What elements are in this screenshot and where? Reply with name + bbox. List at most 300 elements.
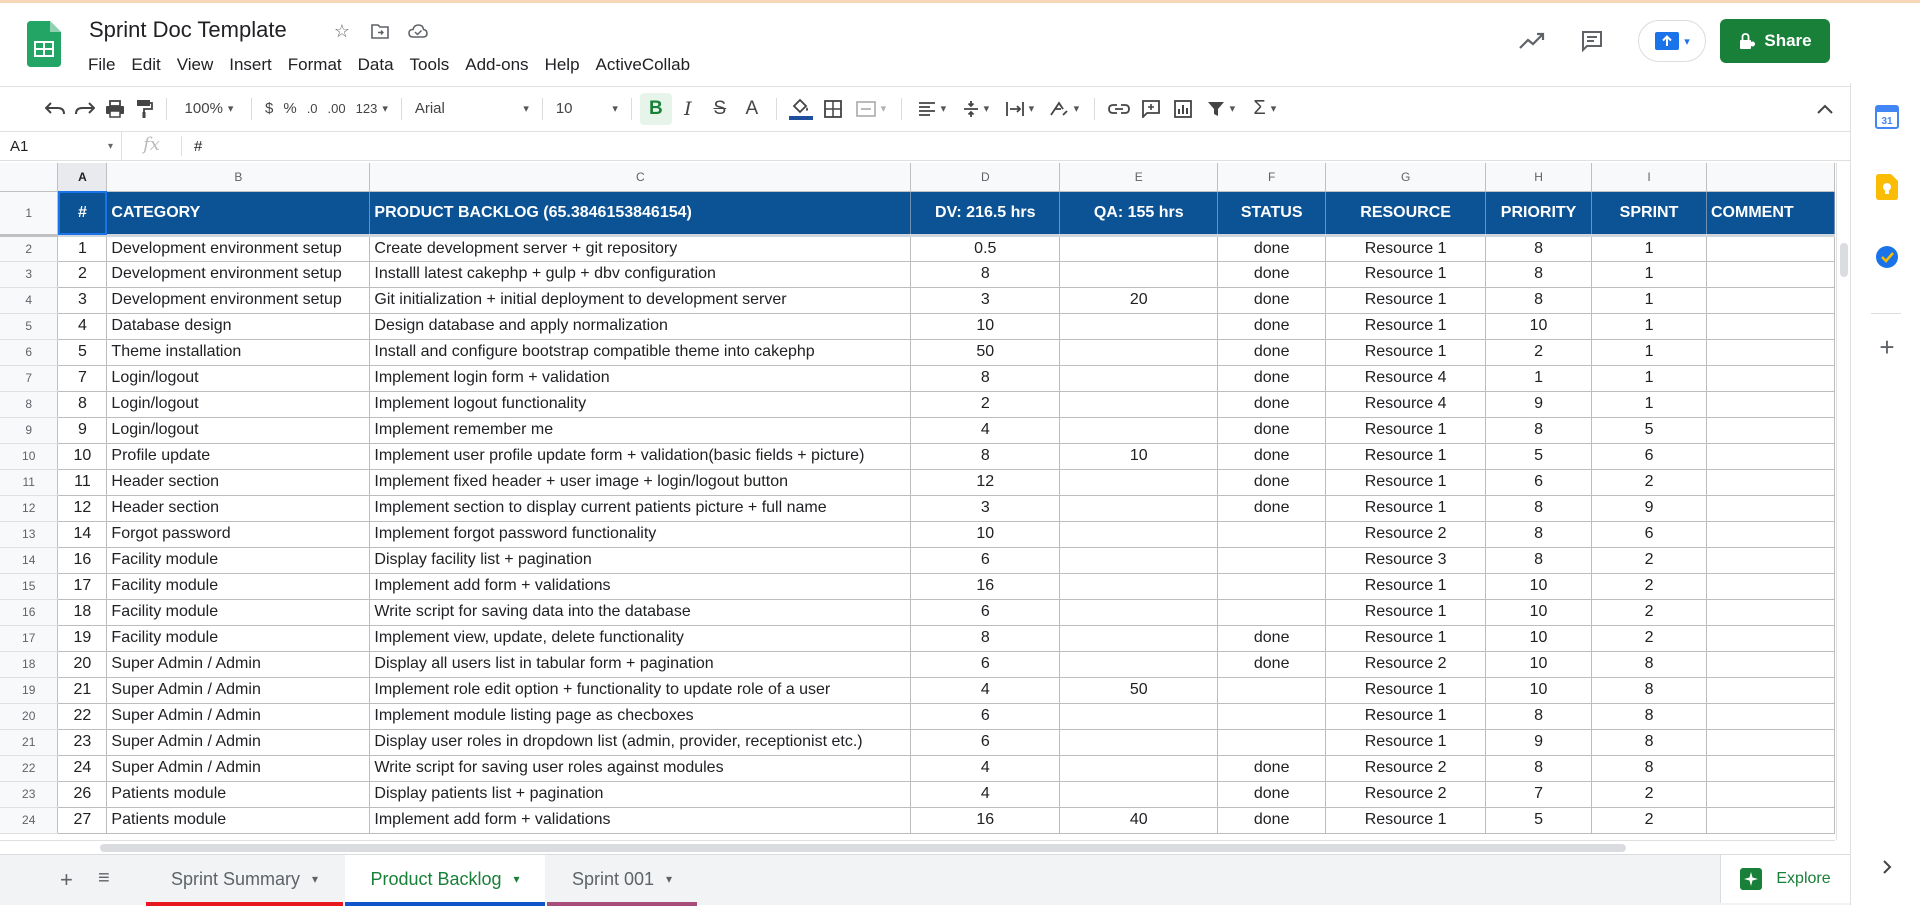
header-cell-qa[interactable]: QA: 155 hrs	[1060, 191, 1218, 235]
column-header[interactable]: D	[911, 163, 1060, 191]
cell-priority[interactable]: 5	[1486, 443, 1592, 469]
header-cell-backlog[interactable]: PRODUCT BACKLOG (65.3846153846154)	[370, 191, 911, 235]
cell-resource[interactable]: Resource 1	[1326, 287, 1486, 313]
cell-category[interactable]: Forgot password	[107, 521, 370, 547]
cell-sprint[interactable]: 8	[1592, 755, 1707, 781]
keep-icon[interactable]	[1873, 173, 1901, 201]
cell-qa[interactable]: 10	[1060, 443, 1218, 469]
cell-category[interactable]: Patients module	[107, 807, 370, 833]
cell-dv[interactable]: 6	[911, 547, 1060, 573]
cell-number[interactable]: 7	[58, 365, 107, 391]
cell-number[interactable]: 23	[58, 729, 107, 755]
cell-sprint[interactable]: 2	[1592, 599, 1707, 625]
column-header[interactable]: A	[58, 163, 107, 191]
cell-priority[interactable]: 8	[1486, 417, 1592, 443]
cell-priority[interactable]: 8	[1486, 521, 1592, 547]
cell-category[interactable]: Header section	[107, 495, 370, 521]
cell-comment[interactable]	[1706, 651, 1834, 677]
cell-qa[interactable]: 50	[1060, 677, 1218, 703]
menu-data[interactable]: Data	[357, 55, 394, 74]
cell-comment[interactable]	[1706, 443, 1834, 469]
cell-status[interactable]: done	[1218, 365, 1326, 391]
menu-help[interactable]: Help	[544, 55, 580, 74]
cell-dv[interactable]: 50	[911, 339, 1060, 365]
cell-dv[interactable]: 3	[911, 495, 1060, 521]
scrollbar-thumb[interactable]	[100, 844, 1626, 852]
font-family-select[interactable]: Arial ▾	[410, 93, 534, 125]
cell-category[interactable]: Super Admin / Admin	[107, 729, 370, 755]
cell-status[interactable]	[1218, 521, 1326, 547]
cell-priority[interactable]: 8	[1486, 287, 1592, 313]
cell-task[interactable]: Display patients list + pagination	[370, 781, 911, 807]
cell-category[interactable]: Facility module	[107, 573, 370, 599]
cell-priority[interactable]: 7	[1486, 781, 1592, 807]
cell-number[interactable]: 5	[58, 339, 107, 365]
cell-sprint[interactable]: 1	[1592, 365, 1707, 391]
cell-sprint[interactable]: 5	[1592, 417, 1707, 443]
cell-sprint[interactable]: 6	[1592, 521, 1707, 547]
cell-resource[interactable]: Resource 1	[1326, 469, 1486, 495]
cell-task[interactable]: Create development server + git repository	[370, 235, 911, 261]
cell-dv[interactable]: 4	[911, 417, 1060, 443]
cell-number[interactable]: 14	[58, 521, 107, 547]
cell-status[interactable]: done	[1218, 651, 1326, 677]
cell-status[interactable]	[1218, 547, 1326, 573]
sheet-tab-sprint-001[interactable]	[547, 855, 697, 903]
column-header[interactable]: C	[370, 163, 911, 191]
cell-status[interactable]	[1218, 703, 1326, 729]
cell-status[interactable]	[1218, 599, 1326, 625]
cell-category[interactable]: Login/logout	[107, 365, 370, 391]
cell-qa[interactable]	[1060, 365, 1218, 391]
cell-number[interactable]: 22	[58, 703, 107, 729]
explore-button[interactable]	[1720, 855, 1850, 903]
cell-status[interactable]: done	[1218, 261, 1326, 287]
cell-category[interactable]: Header section	[107, 469, 370, 495]
get-addons-icon[interactable]: +	[1879, 331, 1895, 362]
cell-priority[interactable]: 2	[1486, 339, 1592, 365]
comments-icon[interactable]	[1572, 21, 1612, 61]
insert-link-icon[interactable]	[1103, 93, 1135, 125]
cell-sprint[interactable]: 1	[1592, 339, 1707, 365]
cell-task[interactable]: Implement add form + validations	[370, 807, 911, 833]
cell-task[interactable]: Implement section to display current patients picture + full name	[370, 495, 911, 521]
cell-comment[interactable]	[1706, 391, 1834, 417]
menu-addons[interactable]: Add-ons	[465, 55, 529, 74]
fill-color-icon[interactable]	[785, 93, 817, 125]
cell-qa[interactable]	[1060, 417, 1218, 443]
cell-task[interactable]: Git initialization + initial deployment to development server	[370, 287, 911, 313]
row-number[interactable]: 13	[0, 521, 58, 547]
present-button[interactable]	[1638, 20, 1706, 62]
column-header[interactable]: E	[1060, 163, 1218, 191]
cell-dv[interactable]: 0.5	[911, 235, 1060, 261]
cell-status[interactable]: done	[1218, 235, 1326, 261]
cell-task[interactable]: Design database and apply normalization	[370, 313, 911, 339]
cell-qa[interactable]	[1060, 495, 1218, 521]
cell-resource[interactable]: Resource 3	[1326, 547, 1486, 573]
scrollbar-thumb[interactable]	[1840, 243, 1848, 277]
cell-qa[interactable]	[1060, 703, 1218, 729]
cell-comment[interactable]	[1706, 521, 1834, 547]
cell-resource[interactable]: Resource 1	[1326, 443, 1486, 469]
cell-dv[interactable]: 6	[911, 651, 1060, 677]
cell-comment[interactable]	[1706, 417, 1834, 443]
collapse-toolbar-icon[interactable]	[1812, 93, 1838, 125]
cell-priority[interactable]: 10	[1486, 651, 1592, 677]
increase-decimal-button[interactable]: .00	[327, 101, 346, 116]
menu-file[interactable]: File	[88, 55, 116, 74]
row-number[interactable]: 8	[0, 391, 58, 417]
row-number[interactable]: 2	[0, 235, 58, 261]
cell-task[interactable]: Install and configure bootstrap compatible theme into cakephp	[370, 339, 911, 365]
row-number[interactable]: 4	[0, 287, 58, 313]
cell-task[interactable]: Installl latest cakephp + gulp + dbv configuration	[370, 261, 911, 287]
cell-category[interactable]: Theme installation	[107, 339, 370, 365]
cell-resource[interactable]: Resource 1	[1326, 417, 1486, 443]
cell-comment[interactable]	[1706, 287, 1834, 313]
bold-button[interactable]: B	[640, 93, 672, 125]
cell-priority[interactable]: 8	[1486, 547, 1592, 573]
cell-status[interactable]: done	[1218, 339, 1326, 365]
row-number[interactable]: 5	[0, 313, 58, 339]
cell-category[interactable]: Development environment setup	[107, 261, 370, 287]
cell-dv[interactable]: 8	[911, 625, 1060, 651]
header-cell-number[interactable]: #	[58, 191, 107, 235]
cell-sprint[interactable]: 1	[1592, 313, 1707, 339]
cell-resource[interactable]: Resource 2	[1326, 781, 1486, 807]
insert-comment-icon[interactable]	[1135, 93, 1167, 125]
cell-comment[interactable]	[1706, 339, 1834, 365]
print-icon[interactable]	[100, 93, 130, 125]
borders-icon[interactable]	[817, 93, 849, 125]
zoom-select[interactable]: 100% ▾	[175, 93, 243, 125]
cell-number[interactable]: 9	[58, 417, 107, 443]
cell-sprint[interactable]: 2	[1592, 469, 1707, 495]
cell-priority[interactable]: 9	[1486, 391, 1592, 417]
cell-number[interactable]: 10	[58, 443, 107, 469]
cell-comment[interactable]	[1706, 547, 1834, 573]
cell-dv[interactable]: 16	[911, 807, 1060, 833]
row-number[interactable]: 16	[0, 599, 58, 625]
menu-tools[interactable]: Tools	[409, 55, 450, 74]
cell-category[interactable]: Facility module	[107, 599, 370, 625]
header-cell-priority[interactable]: PRIORITY	[1486, 191, 1592, 235]
cell-sprint[interactable]: 1	[1592, 261, 1707, 287]
select-all-corner[interactable]	[0, 163, 58, 191]
cell-comment[interactable]	[1706, 625, 1834, 651]
filter-icon[interactable]	[1199, 93, 1243, 125]
row-number[interactable]: 7	[0, 365, 58, 391]
cell-qa[interactable]	[1060, 729, 1218, 755]
row-number[interactable]: 9	[0, 417, 58, 443]
cell-category[interactable]: Development environment setup	[107, 235, 370, 261]
text-wrapping-icon[interactable]	[998, 93, 1042, 125]
cell-qa[interactable]	[1060, 755, 1218, 781]
cell-status[interactable]: done	[1218, 495, 1326, 521]
cell-task[interactable]: Write script for saving data into the database	[370, 599, 911, 625]
cell-status[interactable]: done	[1218, 443, 1326, 469]
calendar-icon[interactable]	[1873, 103, 1901, 131]
row-number[interactable]: 17	[0, 625, 58, 651]
cell-resource[interactable]: Resource 1	[1326, 599, 1486, 625]
cell-resource[interactable]: Resource 4	[1326, 391, 1486, 417]
cell-qa[interactable]	[1060, 313, 1218, 339]
cell-comment[interactable]	[1706, 365, 1834, 391]
cell-resource[interactable]: Resource 1	[1326, 729, 1486, 755]
cell-number[interactable]: 3	[58, 287, 107, 313]
cell-qa[interactable]	[1060, 235, 1218, 261]
cell-qa[interactable]	[1060, 599, 1218, 625]
row-number[interactable]: 12	[0, 495, 58, 521]
insert-chart-icon[interactable]	[1167, 93, 1199, 125]
cell-comment[interactable]	[1706, 599, 1834, 625]
cell-priority[interactable]: 8	[1486, 261, 1592, 287]
cell-comment[interactable]	[1706, 755, 1834, 781]
cell-status[interactable]	[1218, 729, 1326, 755]
cell-task[interactable]: Implement logout functionality	[370, 391, 911, 417]
cell-category[interactable]: Facility module	[107, 625, 370, 651]
cell-task[interactable]: Implement module listing page as checboxes	[370, 703, 911, 729]
cell-priority[interactable]: 8	[1486, 703, 1592, 729]
cell-category[interactable]: Login/logout	[107, 391, 370, 417]
cell-dv[interactable]: 4	[911, 677, 1060, 703]
decrease-decimal-button[interactable]: .0	[306, 101, 318, 116]
cell-status[interactable]: done	[1218, 755, 1326, 781]
spreadsheet-grid[interactable]	[0, 163, 1835, 840]
cell-number[interactable]: 8	[58, 391, 107, 417]
cell-qa[interactable]	[1060, 391, 1218, 417]
cell-comment[interactable]	[1706, 261, 1834, 287]
cell-task[interactable]: Implement forgot password functionality	[370, 521, 911, 547]
cell-resource[interactable]: Resource 1	[1326, 703, 1486, 729]
cell-number[interactable]: 4	[58, 313, 107, 339]
cell-priority[interactable]: 8	[1486, 495, 1592, 521]
merge-cells-icon[interactable]	[849, 93, 893, 125]
cell-resource[interactable]: Resource 1	[1326, 235, 1486, 261]
cell-status[interactable]: done	[1218, 287, 1326, 313]
cell-comment[interactable]	[1706, 729, 1834, 755]
cell-dv[interactable]: 3	[911, 287, 1060, 313]
formula-input[interactable]: #	[194, 137, 203, 155]
cell-task[interactable]: Implement user profile update form + validation(basic fields + picture)	[370, 443, 911, 469]
cell-task[interactable]: Display all users list in tabular form + pagination	[370, 651, 911, 677]
row-number[interactable]: 11	[0, 469, 58, 495]
cell-number[interactable]: 16	[58, 547, 107, 573]
activity-trend-icon[interactable]	[1512, 21, 1552, 61]
cell-number[interactable]: 12	[58, 495, 107, 521]
cell-category[interactable]: Super Admin / Admin	[107, 651, 370, 677]
cell-comment[interactable]	[1706, 469, 1834, 495]
cell-resource[interactable]: Resource 2	[1326, 755, 1486, 781]
cell-sprint[interactable]: 8	[1592, 651, 1707, 677]
cell-category[interactable]: Login/logout	[107, 417, 370, 443]
cell-sprint[interactable]: 2	[1592, 625, 1707, 651]
cell-category[interactable]: Facility module	[107, 547, 370, 573]
cell-number[interactable]: 26	[58, 781, 107, 807]
cell-sprint[interactable]: 2	[1592, 807, 1707, 833]
cell-dv[interactable]: 4	[911, 781, 1060, 807]
horizontal-scrollbar[interactable]	[0, 840, 1835, 854]
cell-status[interactable]: done	[1218, 807, 1326, 833]
cell-comment[interactable]	[1706, 313, 1834, 339]
cell-dv[interactable]: 16	[911, 573, 1060, 599]
column-header[interactable]: F	[1218, 163, 1326, 191]
cell-qa[interactable]	[1060, 781, 1218, 807]
cell-task[interactable]: Write script for saving user roles against modules	[370, 755, 911, 781]
row-number[interactable]: 23	[0, 781, 58, 807]
cell-qa[interactable]	[1060, 547, 1218, 573]
strikethrough-button[interactable]: S	[713, 97, 727, 119]
share-button[interactable]	[1720, 19, 1830, 63]
cell-status[interactable]: done	[1218, 391, 1326, 417]
column-header[interactable]: H	[1486, 163, 1592, 191]
cell-qa[interactable]: 20	[1060, 287, 1218, 313]
cell-category[interactable]: Patients module	[107, 781, 370, 807]
add-sheet-icon[interactable]: +	[60, 867, 73, 892]
cell-number[interactable]: 2	[58, 261, 107, 287]
row-number[interactable]: 15	[0, 573, 58, 599]
row-number[interactable]: 14	[0, 547, 58, 573]
cell-status[interactable]	[1218, 677, 1326, 703]
italic-button[interactable]: I	[684, 97, 692, 120]
cell-sprint[interactable]: 1	[1592, 235, 1707, 261]
text-color-button[interactable]: A	[745, 97, 759, 119]
sheet-tab-product-backlog[interactable]	[345, 855, 545, 903]
cell-category[interactable]: Super Admin / Admin	[107, 755, 370, 781]
header-cell-comment[interactable]: COMMENT	[1706, 191, 1834, 235]
cell-number[interactable]: 19	[58, 625, 107, 651]
header-cell-category[interactable]: CATEGORY	[107, 191, 370, 235]
cell-dv[interactable]: 6	[911, 599, 1060, 625]
cell-number[interactable]: 27	[58, 807, 107, 833]
show-side-panel-icon[interactable]	[1873, 853, 1901, 881]
cell-number[interactable]: 24	[58, 755, 107, 781]
cell-priority[interactable]: 5	[1486, 807, 1592, 833]
cell-sprint[interactable]: 8	[1592, 703, 1707, 729]
cell-sprint[interactable]: 2	[1592, 781, 1707, 807]
cell-priority[interactable]: 10	[1486, 599, 1592, 625]
cell-dv[interactable]: 8	[911, 365, 1060, 391]
cell-qa[interactable]	[1060, 469, 1218, 495]
cell-dv[interactable]: 12	[911, 469, 1060, 495]
cell-comment[interactable]	[1706, 495, 1834, 521]
cell-sprint[interactable]: 6	[1592, 443, 1707, 469]
header-cell-resource[interactable]: RESOURCE	[1326, 191, 1486, 235]
cell-dv[interactable]: 6	[911, 729, 1060, 755]
cell-qa[interactable]: 40	[1060, 807, 1218, 833]
cell-resource[interactable]: Resource 1	[1326, 807, 1486, 833]
column-header[interactable]	[1706, 163, 1834, 191]
cell-sprint[interactable]: 1	[1592, 391, 1707, 417]
cell-priority[interactable]: 10	[1486, 313, 1592, 339]
cell-sprint[interactable]: 8	[1592, 729, 1707, 755]
cell-sprint[interactable]: 1	[1592, 287, 1707, 313]
cell-task[interactable]: Implement add form + validations	[370, 573, 911, 599]
cell-dv[interactable]: 8	[911, 261, 1060, 287]
cell-comment[interactable]	[1706, 807, 1834, 833]
cell-category[interactable]: Database design	[107, 313, 370, 339]
cell-status[interactable]: done	[1218, 417, 1326, 443]
cell-number[interactable]: 11	[58, 469, 107, 495]
sheets-logo-icon[interactable]	[27, 21, 61, 67]
cell-resource[interactable]: Resource 1	[1326, 677, 1486, 703]
row-number[interactable]: 21	[0, 729, 58, 755]
cell-number[interactable]: 20	[58, 651, 107, 677]
cell-priority[interactable]: 9	[1486, 729, 1592, 755]
column-header[interactable]: I	[1592, 163, 1707, 191]
cell-resource[interactable]: Resource 4	[1326, 365, 1486, 391]
cell-task[interactable]: Implement login form + validation	[370, 365, 911, 391]
column-header[interactable]: B	[107, 163, 370, 191]
cell-dv[interactable]: 4	[911, 755, 1060, 781]
name-box[interactable]	[0, 132, 122, 160]
menu-view[interactable]: View	[176, 55, 214, 74]
menu-activecollab[interactable]: ActiveCollab	[595, 55, 691, 74]
cell-status[interactable]: done	[1218, 469, 1326, 495]
header-cell-status[interactable]: STATUS	[1218, 191, 1326, 235]
menu-format[interactable]: Format	[287, 55, 342, 74]
cell-priority[interactable]: 1	[1486, 365, 1592, 391]
row-number[interactable]: 20	[0, 703, 58, 729]
cell-task[interactable]: Implement fixed header + user image + login/logout button	[370, 469, 911, 495]
currency-format-button[interactable]: $	[265, 100, 274, 117]
cell-sprint[interactable]: 2	[1592, 547, 1707, 573]
header-cell-sprint[interactable]: SPRINT	[1592, 191, 1707, 235]
text-rotation-icon[interactable]	[1042, 93, 1086, 125]
cell-dv[interactable]: 6	[911, 703, 1060, 729]
cell-sprint[interactable]: 2	[1592, 573, 1707, 599]
cell-priority[interactable]: 10	[1486, 573, 1592, 599]
row-number[interactable]: 6	[0, 339, 58, 365]
cell-category[interactable]: Profile update	[107, 443, 370, 469]
redo-icon[interactable]	[70, 93, 100, 125]
cell-qa[interactable]	[1060, 651, 1218, 677]
star-icon[interactable]: ☆	[333, 20, 351, 41]
cell-resource[interactable]: Resource 1	[1326, 339, 1486, 365]
cell-task[interactable]: Implement view, update, delete functionality	[370, 625, 911, 651]
cell-status[interactable]: done	[1218, 625, 1326, 651]
cell-status[interactable]: done	[1218, 313, 1326, 339]
cell-comment[interactable]	[1706, 703, 1834, 729]
row-number[interactable]: 19	[0, 677, 58, 703]
document-title[interactable]: Sprint Doc Template	[89, 17, 287, 42]
cell-task[interactable]: Display user roles in dropdown list (admin, provider, receptionist etc.)	[370, 729, 911, 755]
row-number[interactable]: 22	[0, 755, 58, 781]
menu-insert[interactable]: Insert	[229, 55, 272, 74]
cell-qa[interactable]	[1060, 573, 1218, 599]
cell-priority[interactable]: 8	[1486, 755, 1592, 781]
cell-qa[interactable]	[1060, 261, 1218, 287]
cell-resource[interactable]: Resource 1	[1326, 261, 1486, 287]
cell-comment[interactable]	[1706, 677, 1834, 703]
cell-status[interactable]	[1218, 573, 1326, 599]
paint-format-icon[interactable]	[130, 93, 158, 125]
cell-resource[interactable]: Resource 2	[1326, 521, 1486, 547]
row-number[interactable]: 18	[0, 651, 58, 677]
cell-dv[interactable]: 10	[911, 313, 1060, 339]
vertical-scrollbar[interactable]	[1836, 163, 1850, 840]
move-folder-icon[interactable]	[368, 19, 392, 43]
cell-resource[interactable]: Resource 2	[1326, 651, 1486, 677]
cell-resource[interactable]: Resource 1	[1326, 573, 1486, 599]
horizontal-align-icon[interactable]	[910, 93, 954, 125]
vertical-align-icon[interactable]	[954, 93, 998, 125]
cell-comment[interactable]	[1706, 573, 1834, 599]
cell-comment[interactable]	[1706, 235, 1834, 261]
cell-priority[interactable]: 8	[1486, 235, 1592, 261]
row-number[interactable]: 24	[0, 807, 58, 833]
